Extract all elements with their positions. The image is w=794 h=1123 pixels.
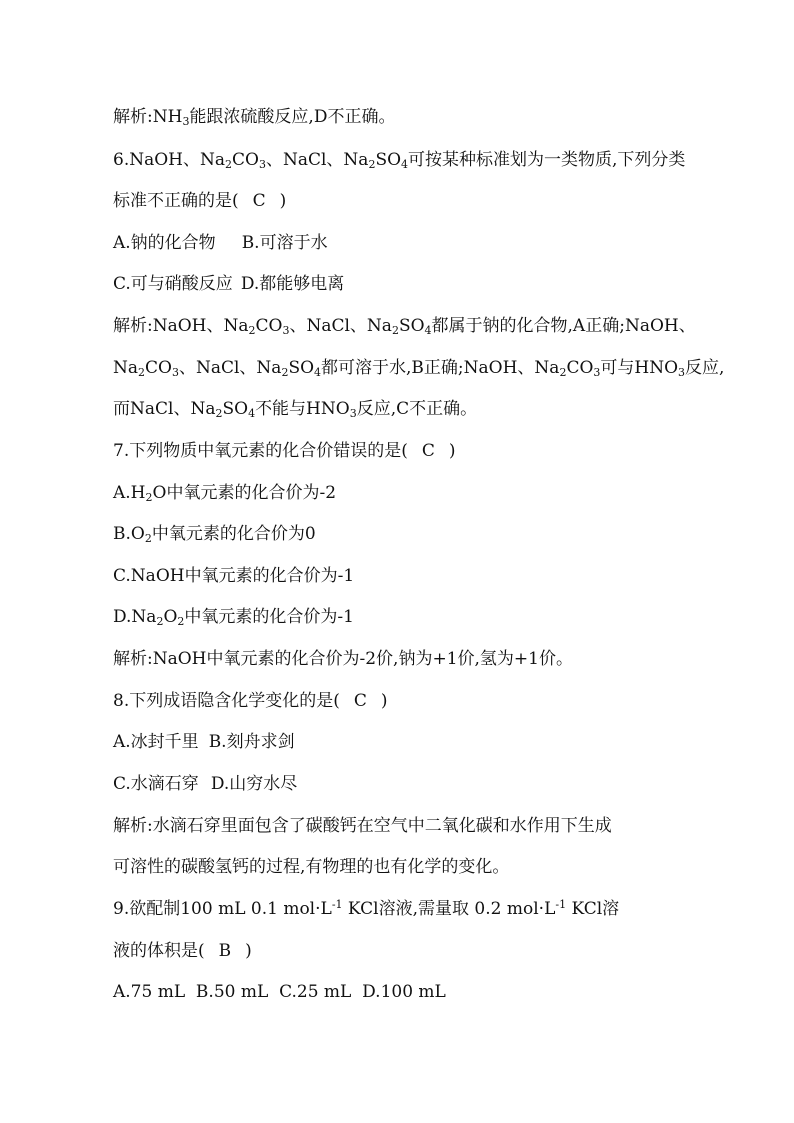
analysis-q6-line-3: 而NaCl、$Na_2SO_4$不能与$HNO_3$反应,C不正确。 <box>113 399 478 420</box>
question-9-answer: B <box>218 941 232 961</box>
question-8-options-ab: A.冰封千里 B.刻舟求剑 <box>113 732 295 752</box>
question-6-options-ab: A.钠的化合物 B.可溶于水 <box>113 233 328 253</box>
question-6-stem-line-2: 标准不正确的是( C ) <box>113 186 734 216</box>
question-6-stem-line-1: 6.NaOH、$Na_2CO_3$、NaCl、$Na_2SO_4$可按某种标准划为一类物质,下列分类 <box>113 150 686 171</box>
question-8-options-cd: C.水滴石穿 D.山穷水尽 <box>113 774 298 794</box>
question-9-stem-line-2: 液的体积是( B ) <box>113 936 734 966</box>
analysis-q8-line-2: 可溶性的碳酸氢钙的过程,有物理的也有化学的变化。 <box>113 857 510 877</box>
question-7-option-c: C.NaOH中氧元素的化合价为-1 <box>113 566 355 586</box>
question-7-option-b: $B.O_2$中氧元素的化合价为0 <box>113 524 316 545</box>
question-7-stem: 7.下列物质中氧元素的化合价错误的是( C ) <box>113 436 734 466</box>
question-6-answer: C <box>252 191 266 211</box>
question-7-option-a: $A.H_2O$中氧元素的化合价为-2 <box>113 483 337 504</box>
analysis-q7: 解析:NaOH中氧元素的化合价为-2价,钠为+1价,氢为+1价。 <box>113 649 573 669</box>
question-8-answer: C <box>353 691 367 711</box>
analysis-q6-line-2: $Na_2CO_3$、NaCl、$Na_2SO_4$都可溶于水,B正确;NaOH、$Na_2CO_3$可与$HNO_3$反应, <box>113 358 725 379</box>
question-9-stem-line-1: 9.欲配制100 mL 0.1 $mol\cdot L^{-1}$ KCl溶液,需量取 0.2 $mol\cdot L^{-1}$ KCl溶 <box>113 898 620 919</box>
analysis-q8-line-1: 解析:水滴石穿里面包含了碳酸钙在空气中二氧化碳和水作用下生成 <box>113 816 612 836</box>
question-7-option-d: $D.Na_2O_2$中氧元素的化合价为-1 <box>113 607 354 628</box>
question-8-stem: 8.下列成语隐含化学变化的是( C ) <box>113 686 734 716</box>
question-9-options: A.75 mL B.50 mL C.25 mL D.100 mL <box>113 982 446 1002</box>
question-7-answer: C <box>421 441 435 461</box>
analysis-q6-line-1: 解析:NaOH、$Na_2CO_3$、NaCl、$Na_2SO_4$都属于钠的化合物,A正确;NaOH、 <box>113 316 696 337</box>
analysis-q5: 解析$:NH_3$能跟浓硫酸反应,D不正确。 <box>113 107 396 128</box>
question-6-options-cd: C.可与硝酸反应 D.都能够电离 <box>113 274 345 294</box>
